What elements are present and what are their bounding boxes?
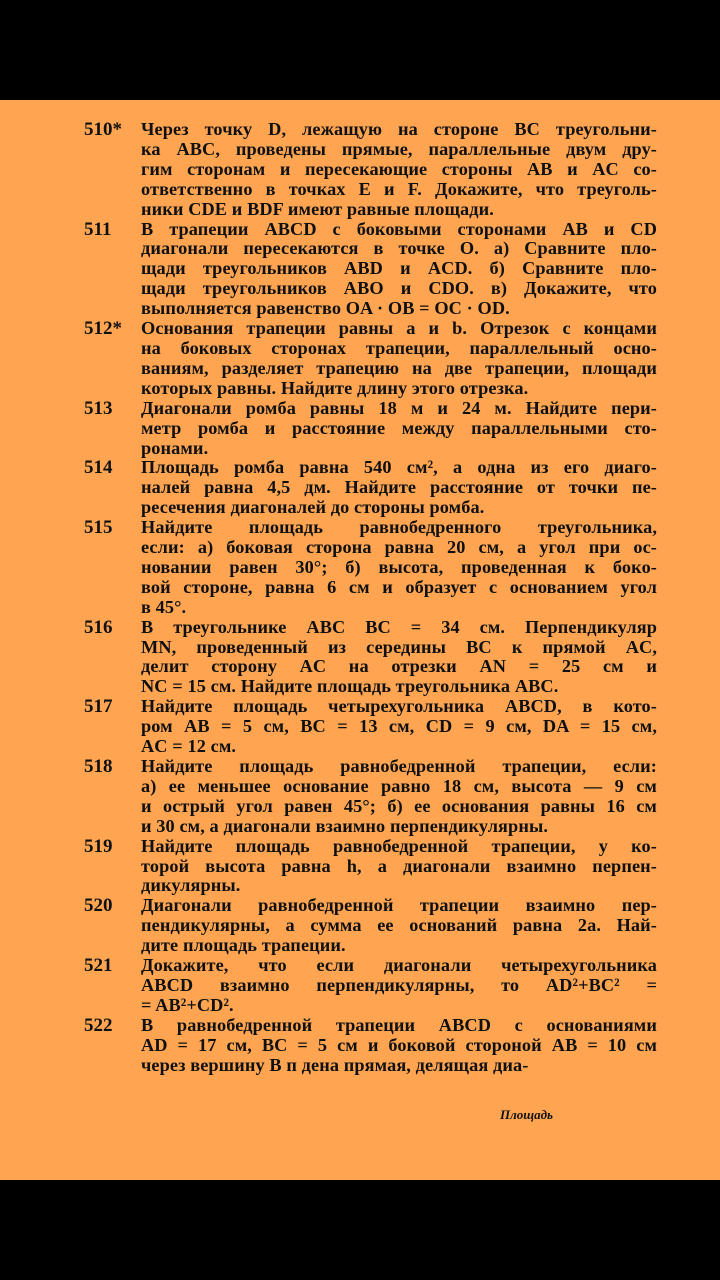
problem-number: 517 <box>84 696 113 718</box>
problem-line: Через точку D, лежащую на стороне BC треугольни- <box>141 119 657 139</box>
book-page <box>0 100 720 1180</box>
problem-item <box>0 837 720 897</box>
problem-number: 511 <box>84 218 112 240</box>
problem-line: а) ее меньшее основание равно 18 см, высота — 9 см <box>141 775 657 796</box>
problem-item <box>0 697 720 757</box>
problem-line: и острый угол равен 45°; б) ее основания равны 16 см <box>141 795 657 816</box>
problem-item <box>0 618 720 698</box>
problem-line: В треугольнике ABC BC = 34 см. Перпендикуляр <box>141 616 657 637</box>
problem-line: = AB²+CD². <box>141 994 234 1015</box>
page-footer: Площадь <box>500 1107 554 1122</box>
problem-line: щади треугольников ABO и CDO. в) Докажите, что <box>141 278 657 299</box>
problem-number: 521 <box>84 955 113 977</box>
problem-text <box>141 956 657 1016</box>
problem-number: 522 <box>84 1014 113 1036</box>
problem-line: Найдите площадь четырехугольника ABCD, в кото- <box>141 696 657 717</box>
problem-item <box>0 956 720 1016</box>
problem-line: ром AB = 5 см, BC = 13 см, CD = 9 см, DA = 15 см, <box>141 716 657 737</box>
problem-line: дите площадь трапеции. <box>141 935 346 956</box>
problem-line: дикулярны. <box>141 875 241 896</box>
problem-text <box>141 120 657 220</box>
problem-text <box>141 399 657 459</box>
problem-text <box>141 458 657 518</box>
problem-number: 513 <box>84 397 113 419</box>
problem-text <box>141 757 657 837</box>
problem-item <box>0 1016 720 1076</box>
problem-line: делит сторону AC на отрезки AN = 25 см и <box>141 656 657 677</box>
problem-text <box>141 618 657 698</box>
problem-line: AD = 17 см, BC = 5 см и боковой стороной AB = 10 см <box>141 1034 657 1055</box>
problem-text <box>141 1016 657 1076</box>
problem-line: Площадь ромба равна 540 см², а одна из его диаго- <box>141 457 657 478</box>
problem-line: ка ABC, проведены прямые, параллельные двум дру- <box>141 138 657 159</box>
problem-line: ресечения диагоналей до стороны ромба. <box>141 497 485 518</box>
problem-line: щади треугольников ABD и ACD. б) Сравните пло- <box>141 258 657 279</box>
problem-line: торой высота равна h, а диагонали взаимно перпен- <box>141 855 657 876</box>
problem-line: через вершину B п дена прямая, делящая диа- <box>141 1054 529 1075</box>
problem-line: новании равен 30°; б) высота, проведенная к боко- <box>141 556 657 577</box>
problem-number: 510* <box>84 119 122 140</box>
problem-line: ABCD взаимно перпендикулярны, то AD²+BC² = <box>141 974 657 995</box>
problem-text <box>141 896 657 956</box>
problem-line: если: а) боковая сторона равна 20 см, а угол при ос- <box>141 537 657 558</box>
problem-number: 515 <box>84 517 113 539</box>
problem-line: ронами. <box>141 437 209 458</box>
problem-line: Докажите, что если диагонали четырехугольника <box>141 955 657 976</box>
problem-line: Найдите площадь равнобедренной трапеции, у ко- <box>141 835 657 856</box>
problem-line: Найдите площадь равнобедренного треугольника, <box>141 517 657 538</box>
problem-text <box>141 319 657 399</box>
problem-line: которых равны. Найдите длину этого отрезка. <box>141 377 529 398</box>
problem-line: ответственно в точках E и F. Докажите, что треуголь- <box>141 178 657 199</box>
problem-text <box>141 697 657 757</box>
problem-item <box>0 319 720 399</box>
problem-line: диагонали пересекаются в точке O. а) Сравните пло- <box>141 238 657 259</box>
problem-line: вой стороне, равна 6 см и образует с основанием угол <box>141 576 657 597</box>
problem-line: NC = 15 см. Найдите площадь треугольника ABC. <box>141 676 559 697</box>
problem-line: MN, проведенный из середины BC к прямой AC, <box>141 636 657 657</box>
problem-line: гим сторонам и пересекающие стороны AB и AC со- <box>141 158 657 179</box>
problem-line: Диагонали ромба равны 18 м и 24 м. Найдите пери- <box>141 397 657 418</box>
problem-line: Диагонали равнобедренной трапеции взаимно пер- <box>141 895 657 916</box>
problem-number: 516 <box>84 616 113 638</box>
problem-line: AC = 12 см. <box>141 736 237 757</box>
problem-item <box>0 757 720 837</box>
problem-item <box>0 458 720 518</box>
problem-line: на боковых сторонах трапеции, параллельный осно- <box>141 337 657 358</box>
problem-text <box>141 220 657 320</box>
problem-text <box>141 837 657 897</box>
problem-line: налей равна 4,5 дм. Найдите расстояние от точки пе- <box>141 477 657 498</box>
problem-line: ваниям, разделяет трапецию на две трапеции, площади <box>141 357 657 378</box>
problem-item <box>0 120 720 220</box>
problem-line: В трапеции ABCD с боковыми сторонами AB и CD <box>141 218 657 239</box>
problem-item <box>0 220 720 320</box>
problem-item <box>0 896 720 956</box>
problem-line: метр ромба и расстояние между параллельными сто- <box>141 417 657 438</box>
problem-number: 519 <box>84 835 113 857</box>
problem-number: 518 <box>84 756 113 777</box>
problem-list <box>0 120 720 1076</box>
problem-line: Найдите площадь равнобедренной трапеции, если: <box>141 756 657 776</box>
problem-item <box>0 399 720 459</box>
problem-item <box>0 518 720 618</box>
problem-line: В равнобедренной трапеции ABCD с основаниями <box>141 1014 657 1035</box>
problem-number: 520 <box>84 895 113 917</box>
problem-line: в 45°. <box>141 596 187 617</box>
problem-line: ники CDE и BDF имеют равные площади. <box>141 198 494 219</box>
problem-line: Основания трапеции равны a и b. Отрезок с концами <box>141 318 657 339</box>
problem-text <box>141 518 657 618</box>
problem-number: 512* <box>84 318 122 340</box>
problem-line: и 30 см, а диагонали взаимно перпендикулярны. <box>141 815 548 836</box>
problem-line: пендикулярны, а сумма ее оснований равна 2a. Най- <box>141 915 657 936</box>
problem-line: выполняется равенство OA · OB = OC · OD. <box>141 298 510 319</box>
problem-number: 514 <box>84 457 113 479</box>
